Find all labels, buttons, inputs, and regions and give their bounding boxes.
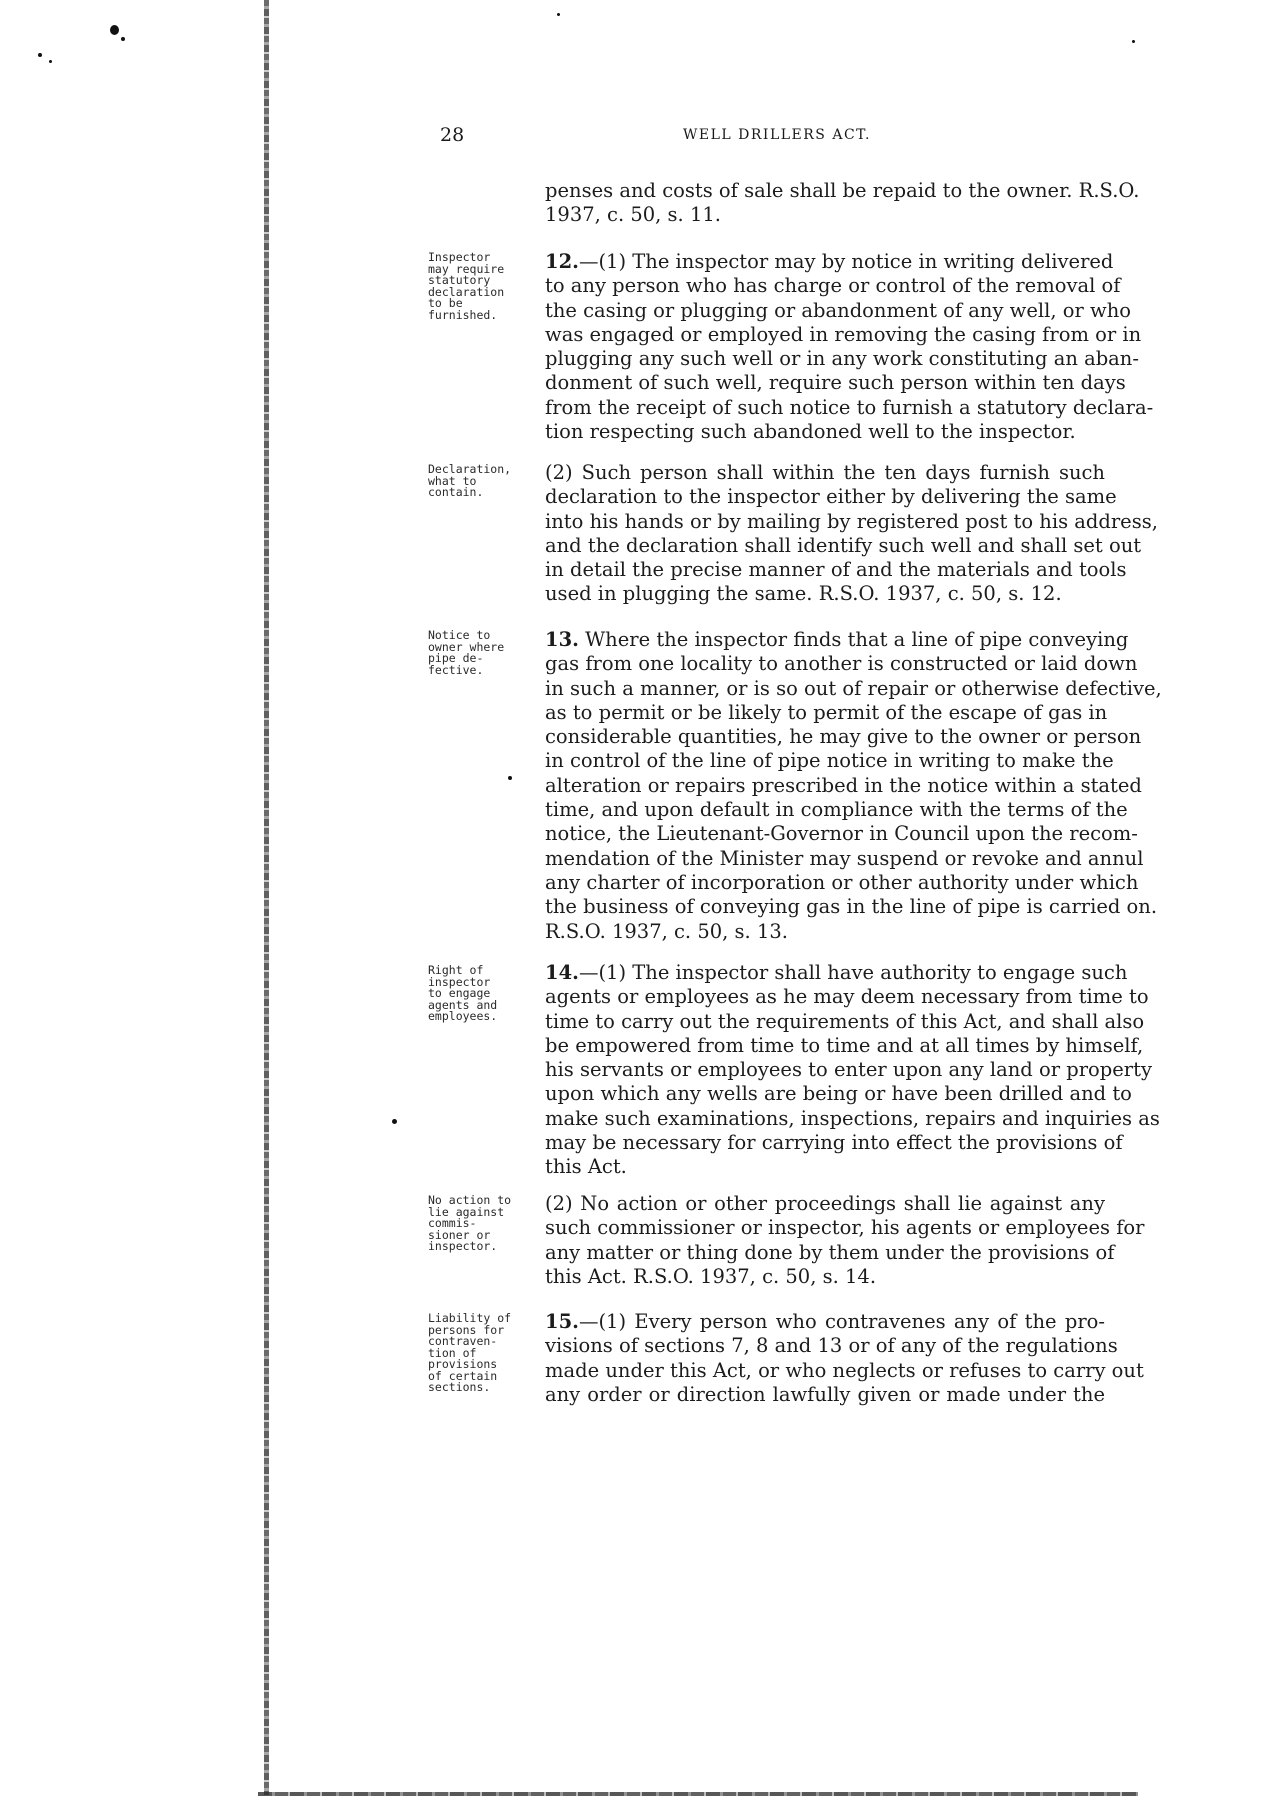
scan-speck (508, 776, 512, 780)
text-line: time, and upon default in compliance with the terms of the (545, 798, 1128, 822)
text-line: any charter of incorporation or other authority under which (545, 870, 1139, 894)
page-number: 28 (440, 124, 465, 146)
scan-speck (49, 60, 52, 63)
text-line: visions of sections 7, 8 and 13 or of any of the regulations (545, 1334, 1118, 1358)
text-line (545, 628, 1129, 652)
section-body (545, 1310, 1144, 1407)
text-line: any order or direction lawfully given or made under the (545, 1382, 1105, 1406)
text-line: notice, the Lieutenant-Governor in Council upon the recom- (545, 822, 1138, 846)
scan-speck (1132, 40, 1135, 43)
text-line: this Act. R.S.O. 1937, c. 50, s. 14. (545, 1264, 877, 1288)
section-number: 13. (545, 628, 579, 651)
text-line: in control of the line of pipe notice in writing to make the (545, 749, 1114, 773)
margin-note: Notice to owner where pipe de- fective. (428, 628, 505, 677)
text-line: declaration to the inspector either by delivering the same (545, 485, 1117, 509)
scan-speck (38, 53, 42, 57)
text-fragment: Where the inspector finds that a line of pipe conveying (578, 628, 1129, 651)
scan-speck (392, 1119, 397, 1124)
running-title: WELL DRILLERS ACT. (683, 127, 871, 143)
text-line: considerable quantities, he may give to the owner or person (545, 725, 1142, 749)
text-line: time to carry out the requirements of this Act, and shall also (545, 1009, 1145, 1033)
scan-speck (557, 13, 560, 16)
section-body (545, 628, 1162, 944)
text-line: may be necessary for carrying into effect the provisions of (545, 1131, 1123, 1155)
margin-note: Right of inspector to engage agents and employees. (428, 963, 498, 1023)
section-body (545, 1192, 1145, 1289)
text-line: from the receipt of such notice to furnish a statutory declara- (545, 395, 1154, 419)
text-line: mendation of the Minister may suspend or revoke and annul (545, 846, 1144, 870)
section-body (545, 961, 1160, 1180)
running-head (440, 124, 1140, 152)
margin-note: No action to lie against commis- sioner or inspector. (428, 1193, 512, 1253)
text-line: the business of conveying gas in the line of pipe is carried on. (545, 895, 1158, 919)
text-line: was engaged or employed in removing the casing from or in (545, 322, 1142, 346)
text-line: as to permit or be likely to permit of the escape of gas in (545, 700, 1108, 724)
text-line: such commissioner or inspector, his agents or employees for (545, 1216, 1145, 1240)
margin-note: Declaration, what to contain. (428, 462, 512, 499)
text-line: (2) No action or other proceedings shall lie against any (545, 1192, 1105, 1215)
text-line: this Act. (545, 1155, 627, 1179)
text-line: be empowered from time to time and at all times by himself, (545, 1033, 1144, 1057)
text-line: make such examinations, inspections, repairs and inquiries as (545, 1106, 1160, 1130)
margin-note: Liability of persons for contraven- tion of provisions of certain sections. (428, 1311, 512, 1394)
text-line (545, 250, 1114, 274)
text-fragment: —(1) The inspector shall have authority to engage such (578, 961, 1128, 984)
text-line: into his hands or by mailing by registered post to his address, (545, 509, 1158, 533)
text-line: made under this Act, or who neglects or refuses to carry out (545, 1358, 1144, 1382)
scan-speck (121, 37, 125, 41)
section-number: 14. (545, 961, 579, 984)
section-number: 12. (545, 250, 579, 273)
text-line: any matter or thing done by them under the provisions of (545, 1240, 1115, 1264)
section-number: 15. (545, 1310, 579, 1333)
bottom-edge (258, 1792, 1138, 1796)
text-line: the casing or plugging or abandonment of any well, or who (545, 298, 1132, 322)
text-line: tion respecting such abandoned well to the inspector. (545, 420, 1076, 444)
continuation-paragraph (545, 179, 1140, 228)
scan-speck (110, 25, 119, 35)
text-line: to any person who has charge or control of the removal of (545, 274, 1121, 298)
text-line: gas from one locality to another is constructed or laid down (545, 652, 1138, 676)
text-line: in detail the precise manner of and the materials and tools (545, 558, 1127, 582)
text-line: (2) Such person shall within the ten days furnish such (545, 461, 1105, 484)
text-line: used in plugging the same. R.S.O. 1937, c. 50, s. 12. (545, 582, 1062, 606)
text-line: alteration or repairs prescribed in the notice within a stated (545, 773, 1142, 797)
text-line (545, 1310, 1105, 1334)
text-fragment: —(1) Every person who contravenes any of the pro- (578, 1310, 1105, 1333)
text-line: plugging any such well or in any work constituting an aban- (545, 347, 1139, 371)
text-line: R.S.O. 1937, c. 50, s. 13. (545, 919, 788, 943)
text-line: upon which any wells are being or have been drilled and to (545, 1082, 1132, 1106)
text-line: 1937, c. 50, s. 11. (545, 203, 721, 227)
margin-note: Inspector may require statutory declaration to be furnished. (428, 250, 505, 322)
text-line: agents or employees as he may deem necessary from time to (545, 985, 1149, 1009)
text-line: penses and costs of sale shall be repaid to the owner. R.S.O. (545, 179, 1140, 202)
section-body (545, 250, 1154, 444)
text-line (545, 961, 1128, 985)
section-body (545, 461, 1158, 607)
text-line: his servants or employees to enter upon any land or property (545, 1058, 1152, 1082)
text-line: in such a manner, or is so out of repair or otherwise defective, (545, 676, 1162, 700)
text-fragment: —(1) The inspector may by notice in writing delivered (578, 250, 1114, 273)
text-line: and the declaration shall identify such well and shall set out (545, 533, 1142, 557)
text-line: donment of such well, require such person within ten days (545, 371, 1126, 395)
binding-edge (264, 0, 269, 1795)
